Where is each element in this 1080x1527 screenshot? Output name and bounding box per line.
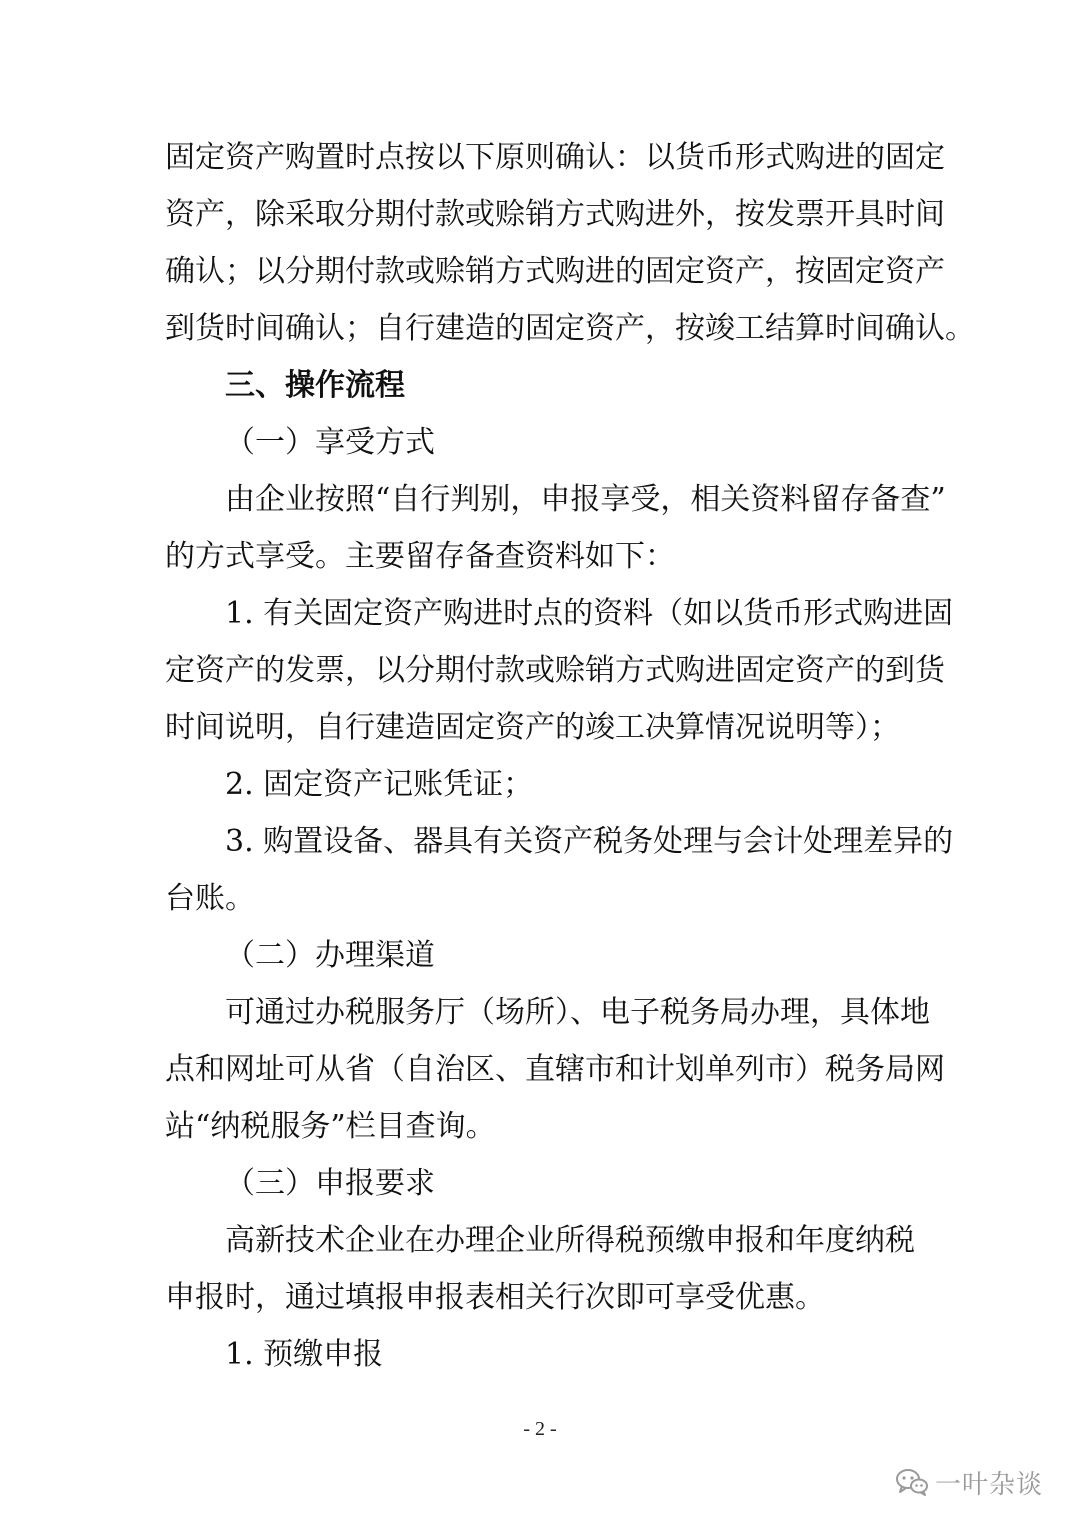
subsection-heading: （三）申报要求 <box>225 1166 435 1201</box>
list-item-line: 台账。 <box>165 881 255 916</box>
list-item-line: 定资产的发票，以分期付款或赊销方式购进固定资产的到货 <box>165 653 945 688</box>
section-heading: 三、操作流程 <box>225 368 405 403</box>
paragraph-line: 高新技术企业在办理企业所得税预缴申报和年度纳税 <box>225 1223 915 1258</box>
paragraph-line: 可通过办税服务厅（场所）、电子税务局办理，具体地 <box>225 995 930 1030</box>
list-item-line: 时间说明，自行建造固定资产的竣工决算情况说明等）； <box>165 710 900 745</box>
watermark-text: 一叶杂谈 <box>935 1469 1044 1500</box>
paragraph-line: 确认；以分期付款或赊销方式购进的固定资产，按固定资产 <box>165 254 945 289</box>
page-number: - 2 - <box>523 1418 557 1440</box>
paragraph-line: 资产，除采取分期付款或赊销方式购进外，按发票开具时间 <box>165 197 945 232</box>
list-item-line: 1. 预缴申报 <box>225 1337 384 1372</box>
paragraph-line: 到货时间确认；自行建造的固定资产，按竣工结算时间确认。 <box>165 311 975 346</box>
list-item-line: 1. 有关固定资产购进时点的资料（如以货币形式购进固 <box>225 596 954 631</box>
paragraph-line: 的方式享受。主要留存备查资料如下： <box>165 539 675 574</box>
paragraph-line: 站“纳税服务”栏目查询。 <box>165 1109 496 1144</box>
wechat-icon <box>895 1467 929 1497</box>
paragraph-line: 固定资产购置时点按以下原则确认：以货币形式购进的固定 <box>165 140 945 175</box>
list-item-line: 2. 固定资产记账凭证； <box>225 767 534 802</box>
subsection-heading: （一）享受方式 <box>225 425 435 460</box>
paragraph-line: 由企业按照“自行判别，申报享受，相关资料留存备查” <box>225 482 946 517</box>
paragraph-line: 申报时，通过填报申报表相关行次即可享受优惠。 <box>165 1280 825 1315</box>
list-item-line: 3. 购置设备、器具有关资产税务处理与会计处理差异的 <box>225 824 954 859</box>
paragraph-line: 点和网址可从省（自治区、直辖市和计划单列市）税务局网 <box>165 1052 945 1087</box>
watermark <box>895 1462 1043 1502</box>
subsection-heading: （二）办理渠道 <box>225 938 435 973</box>
